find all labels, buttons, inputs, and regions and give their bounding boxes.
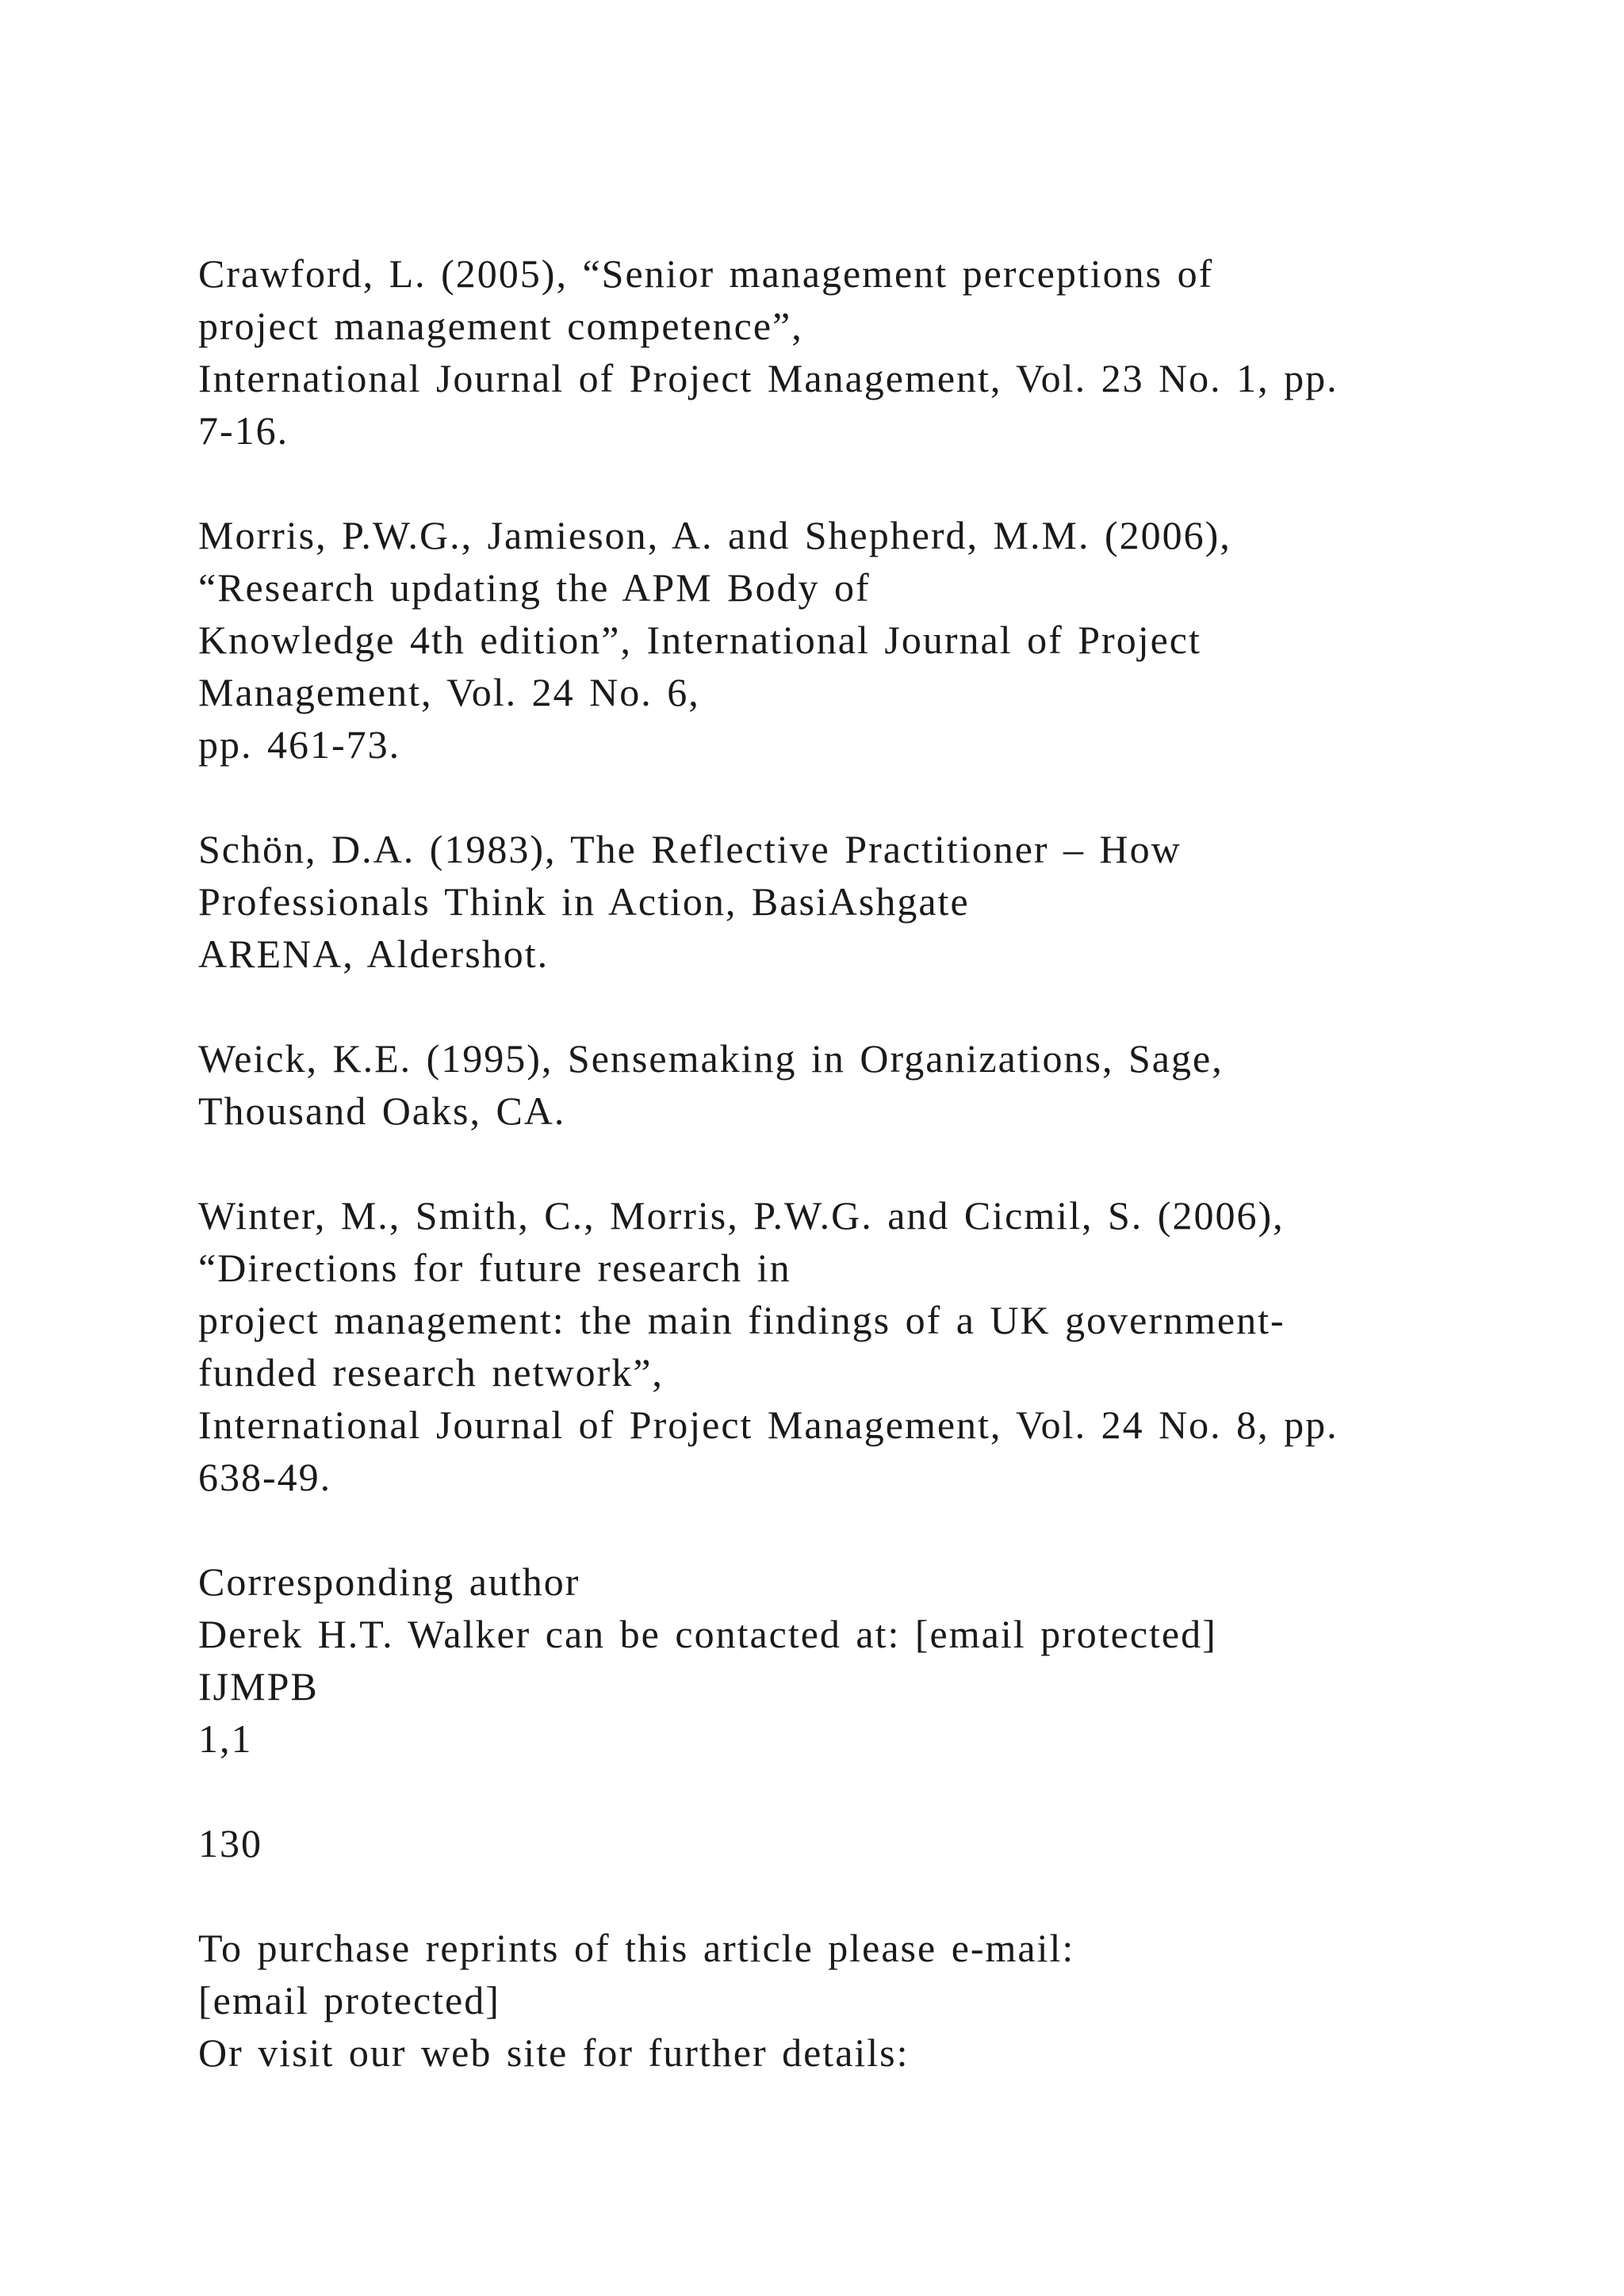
corresponding-author-contact: Derek H.T. Walker can be contacted at: [email protected]: [198, 1612, 1217, 1656]
reference-line: ARENA, Aldershot.: [198, 932, 550, 976]
paragraph-gap: [198, 1869, 1546, 1922]
reference-winter: [198, 1189, 1546, 1503]
paragraph-gap: [198, 457, 1546, 509]
reference-crawford: [198, 247, 1546, 457]
paragraph-gap: [198, 980, 1546, 1032]
reference-weick: [198, 1032, 1546, 1137]
corresponding-author-heading: Corresponding author: [198, 1559, 580, 1604]
reference-line: International Journal of Project Management, Vol. 23 No. 1, pp.: [198, 356, 1339, 400]
reprints-line: Or visit our web site for further details:: [198, 2030, 910, 2075]
reference-line: Professionals Think in Action, BasiAshgate: [198, 879, 970, 924]
reprints-email: [email protected]: [198, 1978, 500, 2022]
document-body: [198, 247, 1546, 2079]
reference-morris: [198, 509, 1546, 771]
paragraph-gap: [198, 1503, 1546, 1556]
reference-line: pp. 461-73.: [198, 722, 401, 767]
reference-line: Thousand Oaks, CA.: [198, 1089, 566, 1133]
reference-line: Winter, M., Smith, C., Morris, P.W.G. and Cicmil, S. (2006),: [198, 1193, 1285, 1238]
reference-line: Knowledge 4th edition”, International Journal of Project: [198, 618, 1201, 662]
reference-line: International Journal of Project Management, Vol. 24 No. 8, pp.: [198, 1402, 1339, 1447]
reference-line: funded research network”,: [198, 1350, 664, 1395]
reprints-block: [198, 1922, 1546, 2079]
reference-line: project management: the main findings of a UK government-: [198, 1298, 1285, 1342]
corresponding-author-block: [198, 1556, 1546, 1765]
reference-schon: [198, 823, 1546, 980]
reference-line: “Research updating the APM Body of: [198, 565, 871, 610]
reference-line: 7-16.: [198, 408, 289, 453]
reference-line: 638-49.: [198, 1455, 332, 1499]
reference-line: project management competence”,: [198, 304, 803, 348]
page-number: 130: [198, 1821, 262, 1866]
reference-line: Morris, P.W.G., Jamieson, A. and Shepherd, M.M. (2006),: [198, 513, 1231, 557]
journal-abbreviation: IJMPB: [198, 1664, 319, 1709]
reprints-line: To purchase reprints of this article please e-mail:: [198, 1926, 1075, 1970]
reference-line: “Directions for future research in: [198, 1246, 791, 1290]
paragraph-gap: [198, 1765, 1546, 1817]
reference-line: Weick, K.E. (1995), Sensemaking in Organizations, Sage,: [198, 1036, 1224, 1081]
paragraph-gap: [198, 1137, 1546, 1189]
reference-line: Crawford, L. (2005), “Senior management perceptions of: [198, 251, 1214, 296]
journal-volume: 1,1: [198, 1716, 253, 1761]
reference-line: Management, Vol. 24 No. 6,: [198, 670, 700, 714]
reference-line: Schön, D.A. (1983), The Reflective Practitioner – How: [198, 827, 1182, 871]
paragraph-gap: [198, 771, 1546, 823]
